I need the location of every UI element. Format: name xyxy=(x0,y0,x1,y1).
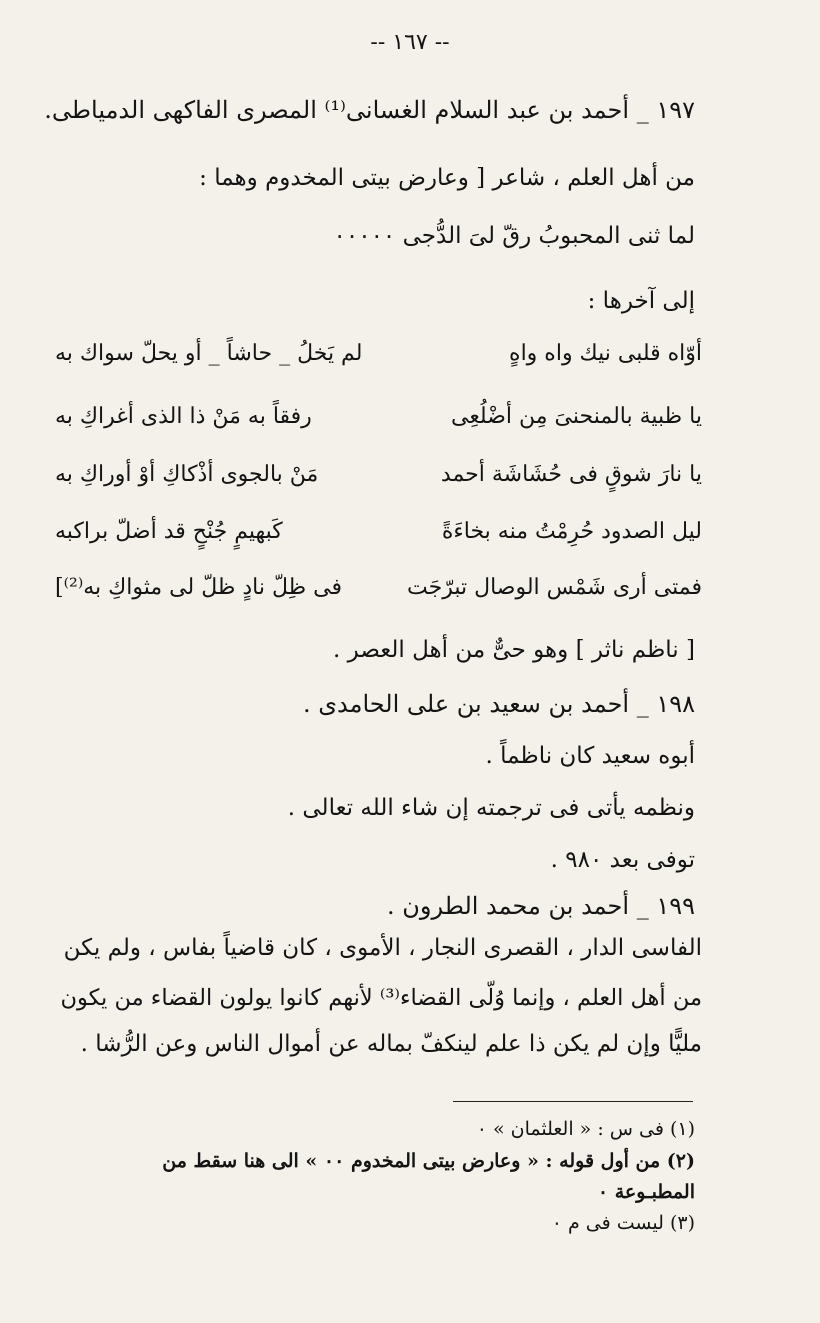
entry-197-title: ١٩٧ _ أحمد بن عبد السلام الغسانى⁽¹⁾ المصرى الفاكهى الدمياطى. xyxy=(44,96,695,124)
entry-197-quote: لما ثنى المحبوبُ رقّ لىَ الدُّجى ٠٠٠٠٠ xyxy=(333,223,695,249)
verse-hemistich-right: يا ظبية بالمنحنىَ مِن أضْلُعِى xyxy=(450,404,702,429)
footnote-2-continued: المطبـوعة ٠ xyxy=(597,1181,695,1203)
footnote-2: (٢) من أول قوله : « وعارض بيتى المخدوم ٠٠ » الى هنا سقط من xyxy=(162,1150,695,1172)
verse-hemistich-right: ليل الصدود حُرِمْتُ منه بخاءَةً xyxy=(441,519,702,544)
verse-hemistich-right: أوّاه قلبى نيك واه واهٍ xyxy=(509,341,702,366)
footnote-divider xyxy=(453,1101,693,1102)
verse-hemistich-right: فمتى أرى شَمْس الوصال تبرّجَت xyxy=(407,575,702,600)
verse-line xyxy=(55,399,702,435)
verse-hemistich-left: رفقاً به مَنْ ذا الذى أغراكِ به xyxy=(55,404,312,429)
page-number: -- ١٦٧ -- xyxy=(370,30,450,55)
entry-198-line: ونظمه يأتى فى ترجمته إن شاء الله تعالى . xyxy=(287,795,695,821)
verse-line xyxy=(55,514,702,550)
verse-line xyxy=(55,570,702,606)
entry-199-line: مليًّا وإن لم يكن ذا علم لينكفّ بماله عن أموال الناس وعن الرُّشا . xyxy=(80,1031,702,1057)
entry-198-line: توفى بعد ٩٨٠ . xyxy=(550,847,695,873)
entry-197-to-end: إلى آخرها : xyxy=(587,288,695,314)
entry-197-note: [ ناظم ناثر ] وهو حىٌّ من أهل العصر . xyxy=(333,637,695,663)
footnote-3: (٣) ليست فى م ٠ xyxy=(551,1212,695,1234)
entry-199-title: ١٩٩ _ أحمد بن محمد الطرون . xyxy=(387,892,695,920)
verse-hemistich-left: فى ظِلّ نادٍ ظلّ لى مثواكِ به⁽²⁾] xyxy=(55,575,342,600)
entry-197-intro: من أهل العلم ، شاعر [ وعارض بيتى المخدوم وهما : xyxy=(199,165,695,191)
entry-199-line: الفاسى الدار ، القصرى النجار ، الأموى ، كان قاضياً بفاس ، ولم يكن xyxy=(63,935,702,961)
verse-hemistich-right: يا نارَ شوقٍ فى حُشَاشَة أحمد xyxy=(440,462,702,487)
verse-line xyxy=(55,457,702,493)
verse-hemistich-left: مَنْ بالجوى أذْكاكِ أوْ أوراكِ به xyxy=(55,462,319,487)
entry-198-title: ١٩٨ _ أحمد بن سعيد بن على الحامدى . xyxy=(302,690,695,718)
footnote-1: (١) فى س : « العلثمان » ٠ xyxy=(476,1118,695,1140)
verse-hemistich-left: لم يَخلُ _ حاشاً _ أو يحلّ سواك به xyxy=(55,341,363,366)
entry-199-line: من أهل العلم ، وإنما وُلّى القضاء⁽³⁾ لأنهم كانوا يولون القضاء من يكون xyxy=(60,985,702,1011)
verse-line xyxy=(55,336,702,372)
entry-198-line: أبوه سعيد كان ناظماً . xyxy=(485,743,695,769)
verse-hemistich-left: كَبهيمٍ جُنْحٍ قد أضلّ براكبه xyxy=(55,519,283,544)
